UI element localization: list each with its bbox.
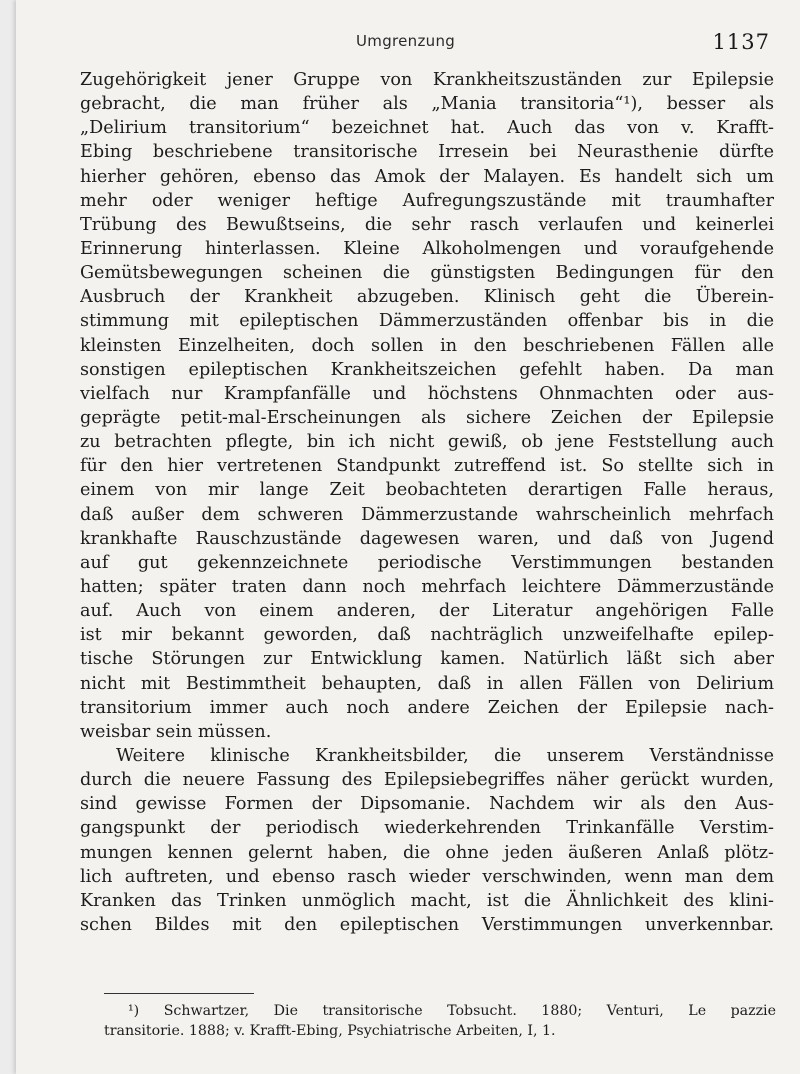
footnotes — [104, 1001, 776, 1041]
text-line: Weitere klinische Krankheitsbilder, die unserem Verständnisse — [116, 745, 774, 766]
footnote-line: ¹) Schwartzer, Die transitorische Tobsucht. 1880; Venturi, Le pazzie — [128, 1003, 776, 1019]
text-line: mungen kennen gelernt haben, die ohne jeden äußeren Anlaß plötz- — [80, 842, 774, 863]
text-line: transitorium immer auch noch andere Zeichen der Epilepsie nach- — [80, 697, 774, 718]
text-line: zu betrachten pflegte, bin ich nicht gewiß, ob jene Feststellung auch — [80, 432, 774, 453]
text-line: Erinnerung hinterlassen. Kleine Alkoholmengen und voraufgehende — [80, 238, 774, 259]
text-line: Zugehörigkeit jener Gruppe von Krankheitszuständen zur Epilepsie — [80, 70, 774, 90]
text-line: kleinsten Einzelheiten, doch sollen in den beschriebenen Fällen alle — [80, 335, 774, 356]
text-line: gangspunkt der periodisch wiederkehrenden Trinkanfälle Verstim- — [80, 818, 774, 839]
text-line: ist mir bekannt geworden, daß nachträglich unzweifelhafte epilep- — [80, 625, 774, 646]
page-number: 1137 — [712, 30, 770, 54]
text-line: tische Störungen zur Entwicklung kamen. Natürlich läßt sich aber — [80, 649, 774, 670]
text-line: stimmung mit epileptischen Dämmerzuständen offenbar bis in die — [80, 311, 774, 332]
text-line: weisbar sein müssen. — [80, 721, 272, 742]
text-line: vielfach nur Krampfanfälle und höchstens Ohnmachten oder aus- — [80, 383, 774, 404]
text-line: Trübung des Bewußtseins, die sehr rasch verlaufen und keinerlei — [80, 214, 774, 235]
text-line: durch die neuere Fassung des Epilepsiebegriffes näher gerückt wurden, — [80, 770, 774, 791]
text-line: schen Bildes mit den epileptischen Verstimmungen unverkennbar. — [80, 914, 774, 935]
book-page — [16, 0, 800, 1074]
text-line: hatten; später traten dann noch mehrfach leichtere Dämmerzustände — [80, 576, 774, 597]
page-header — [16, 30, 800, 56]
text-line: Ausbruch der Krankheit abzugeben. Klinisch geht die Überein- — [80, 287, 774, 308]
text-line: geprägte petit-mal-Erscheinungen als sichere Zeichen der Epilepsie — [80, 407, 774, 428]
text-line: gebracht, die man früher als „Mania transitoria“¹), besser als — [80, 94, 774, 115]
footnote-line: transitorie. 1888; v. Krafft-Ebing, Psychiatrische Arbeiten, I, 1. — [104, 1023, 556, 1039]
text-line: Kranken das Trinken unmöglich macht, ist die Ähnlichkeit des klini- — [80, 890, 774, 911]
text-line: auf gut gekennzeichnete periodische Verstimmungen bestanden — [80, 552, 774, 573]
text-line: lich auftreten, und ebenso rasch wieder verschwinden, wenn man dem — [80, 866, 774, 887]
text-line: Ebing beschriebene transitorische Irresein bei Neurasthenie dürfte — [80, 142, 774, 163]
text-line: sonstigen epileptischen Krankheitszeichen gefehlt haben. Da man — [80, 359, 774, 380]
text-line: nicht mit Bestimmtheit behaupten, daß in allen Fällen von Delirium — [80, 673, 774, 694]
text-line: hierher gehören, ebenso das Amok der Malayen. Es handelt sich um — [80, 166, 774, 187]
text-line: sind gewisse Formen der Dipsomanie. Nachdem wir als den Aus- — [80, 794, 774, 815]
text-line: „Delirium transitorium“ bezeichnet hat. Auch das von v. Krafft- — [80, 118, 774, 139]
running-head: Umgrenzung — [356, 32, 456, 50]
text-line: krankhafte Rauschzustände dagewesen waren, und daß von Jugend — [80, 528, 774, 549]
text-line: daß außer dem schweren Dämmerzustande wahrscheinlich mehrfach — [80, 504, 774, 525]
text-line: für den hier vertretenen Standpunkt zutreffend ist. So stellte sich in — [80, 456, 774, 477]
body-text — [80, 68, 774, 937]
text-line: einem von mir lange Zeit beobachteten derartigen Falle heraus, — [80, 480, 774, 501]
text-line: Gemütsbewegungen scheinen die günstigsten Bedingungen für den — [80, 263, 774, 284]
text-line: mehr oder weniger heftige Aufregungszustände mit traumhafter — [80, 190, 774, 211]
footnote-divider — [104, 993, 254, 994]
text-line: auf. Auch von einem anderen, der Literatur angehörigen Falle — [80, 601, 774, 622]
